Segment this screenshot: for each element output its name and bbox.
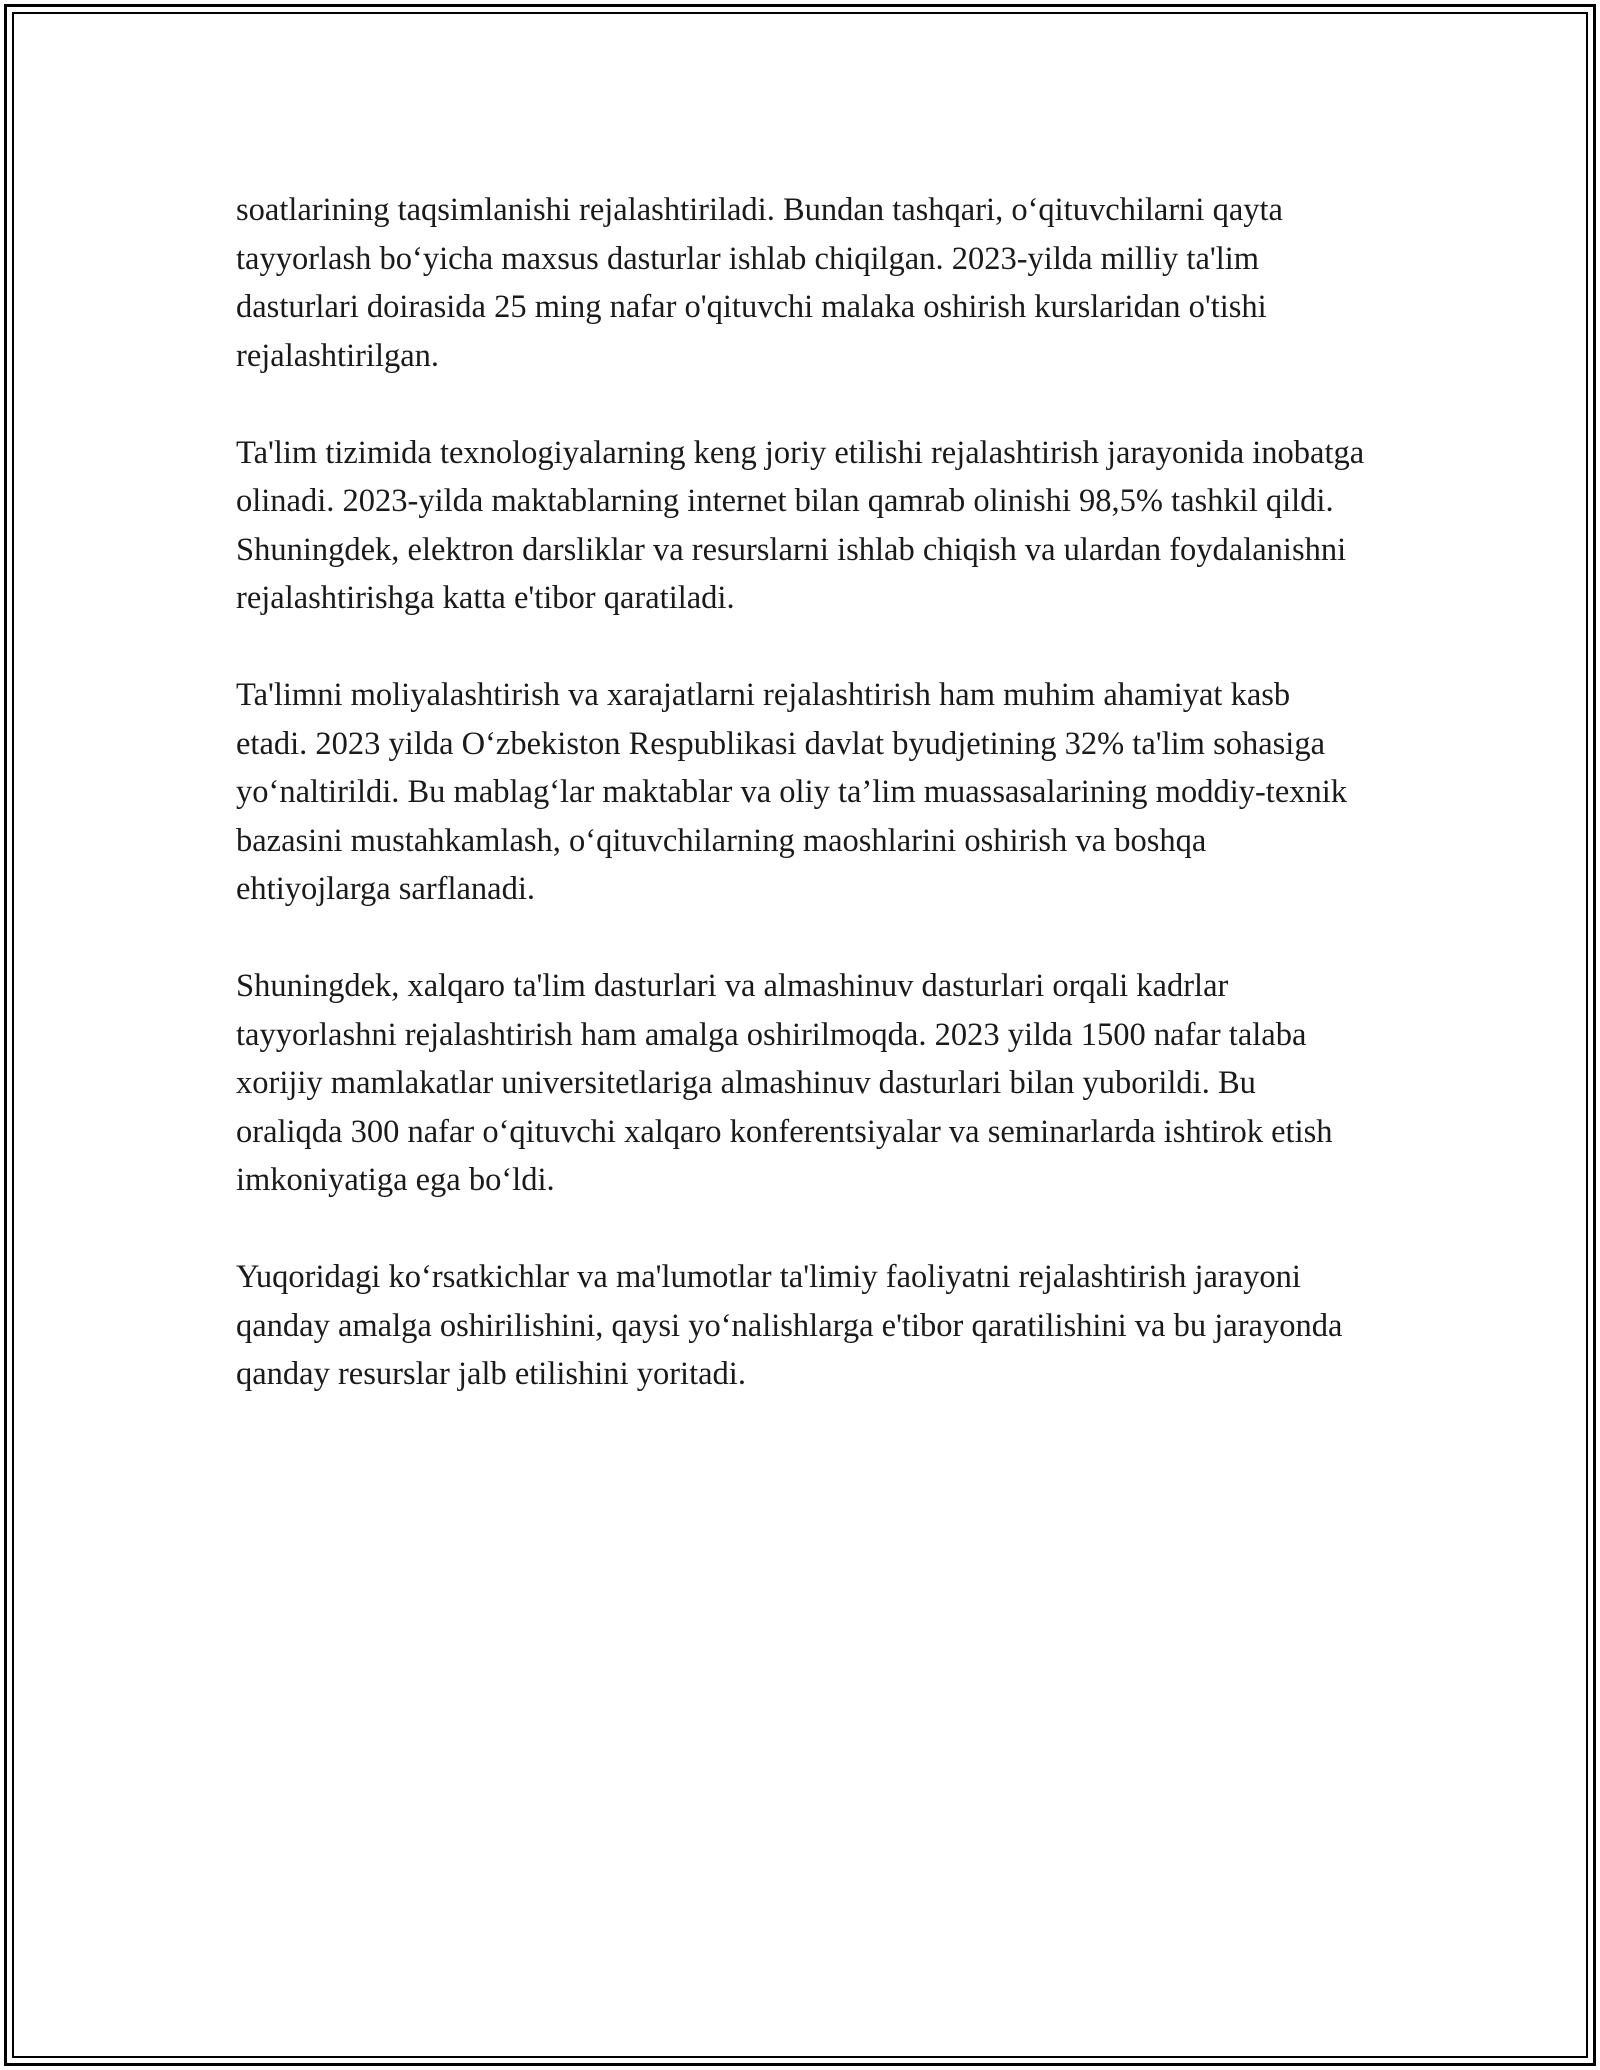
paragraph-technology: Ta'lim tizimida texnologiyalarning keng joriy etilishi rejalashtirish jarayonida inobatga olinadi. 2023-yilda maktablarning internet bilan qamrab olinishi 98,5% tashkil qildi. Shuningdek, elektron darsliklar va resurslarni ishlab chiqish va ulardan foydalanishni rejalashtirishga katta e'tibor qaratiladi. [236, 434, 1365, 616]
paragraph-teacher-training: soatlarining taqsimlanishi rejalashtiriladi. Bundan tashqari, o‘qituvchilarni qayta tayyorlash bo‘yicha maxsus dasturlar ishlab chiqilgan. 2023-yilda milliy ta'lim dasturlari doirasida 25 ming nafar o'qituvchi malaka oshirish kurslaridan o'tishi rejalashtirilgan. [236, 192, 1283, 374]
paragraph-international-programs: Shuningdek, xalqaro ta'lim dasturlari va almashinuv dasturlari orqali kadrlar tayyorlashni rejalashtirish ham amalga oshirilmoqda. 2023 yilda 1500 nafar talaba xorijiy mamlakatlar universitetlariga almashinuv dasturlari bilan yuborildi. Bu oraliqda 300 nafar o‘qituvchi xalqaro konferentsiyalar va seminarlarda ishtirok etish imkoniyatiga ega bo‘ldi. [236, 968, 1333, 1198]
document-body [236, 186, 1366, 1447]
paragraph-financing: Ta'limni moliyalashtirish va xarajatlarni rejalashtirish ham muhim ahamiyat kasb etadi. 2023 yilda O‘zbekiston Respublikasi davlat byudjetining 32% ta'lim sohasiga yo‘naltirildi. Bu mablag‘lar maktablar va oliy ta’lim muassasalarining moddiy-texnik bazasini mustahkamlash, o‘qituvchilarning maoshlarini oshirish va boshqa ehtiyojlarga sarflanadi. [236, 677, 1348, 907]
paragraph-conclusion: Yuqoridagi ko‘rsatkichlar va ma'lumotlar ta'limiy faoliyatni rejalashtirish jarayoni qanday amalga oshirilishini, qaysi yo‘nalishlarga e'tibor qaratilishini va bu jarayonda qanday resurslar jalb etilishini yoritadi. [236, 1259, 1343, 1392]
